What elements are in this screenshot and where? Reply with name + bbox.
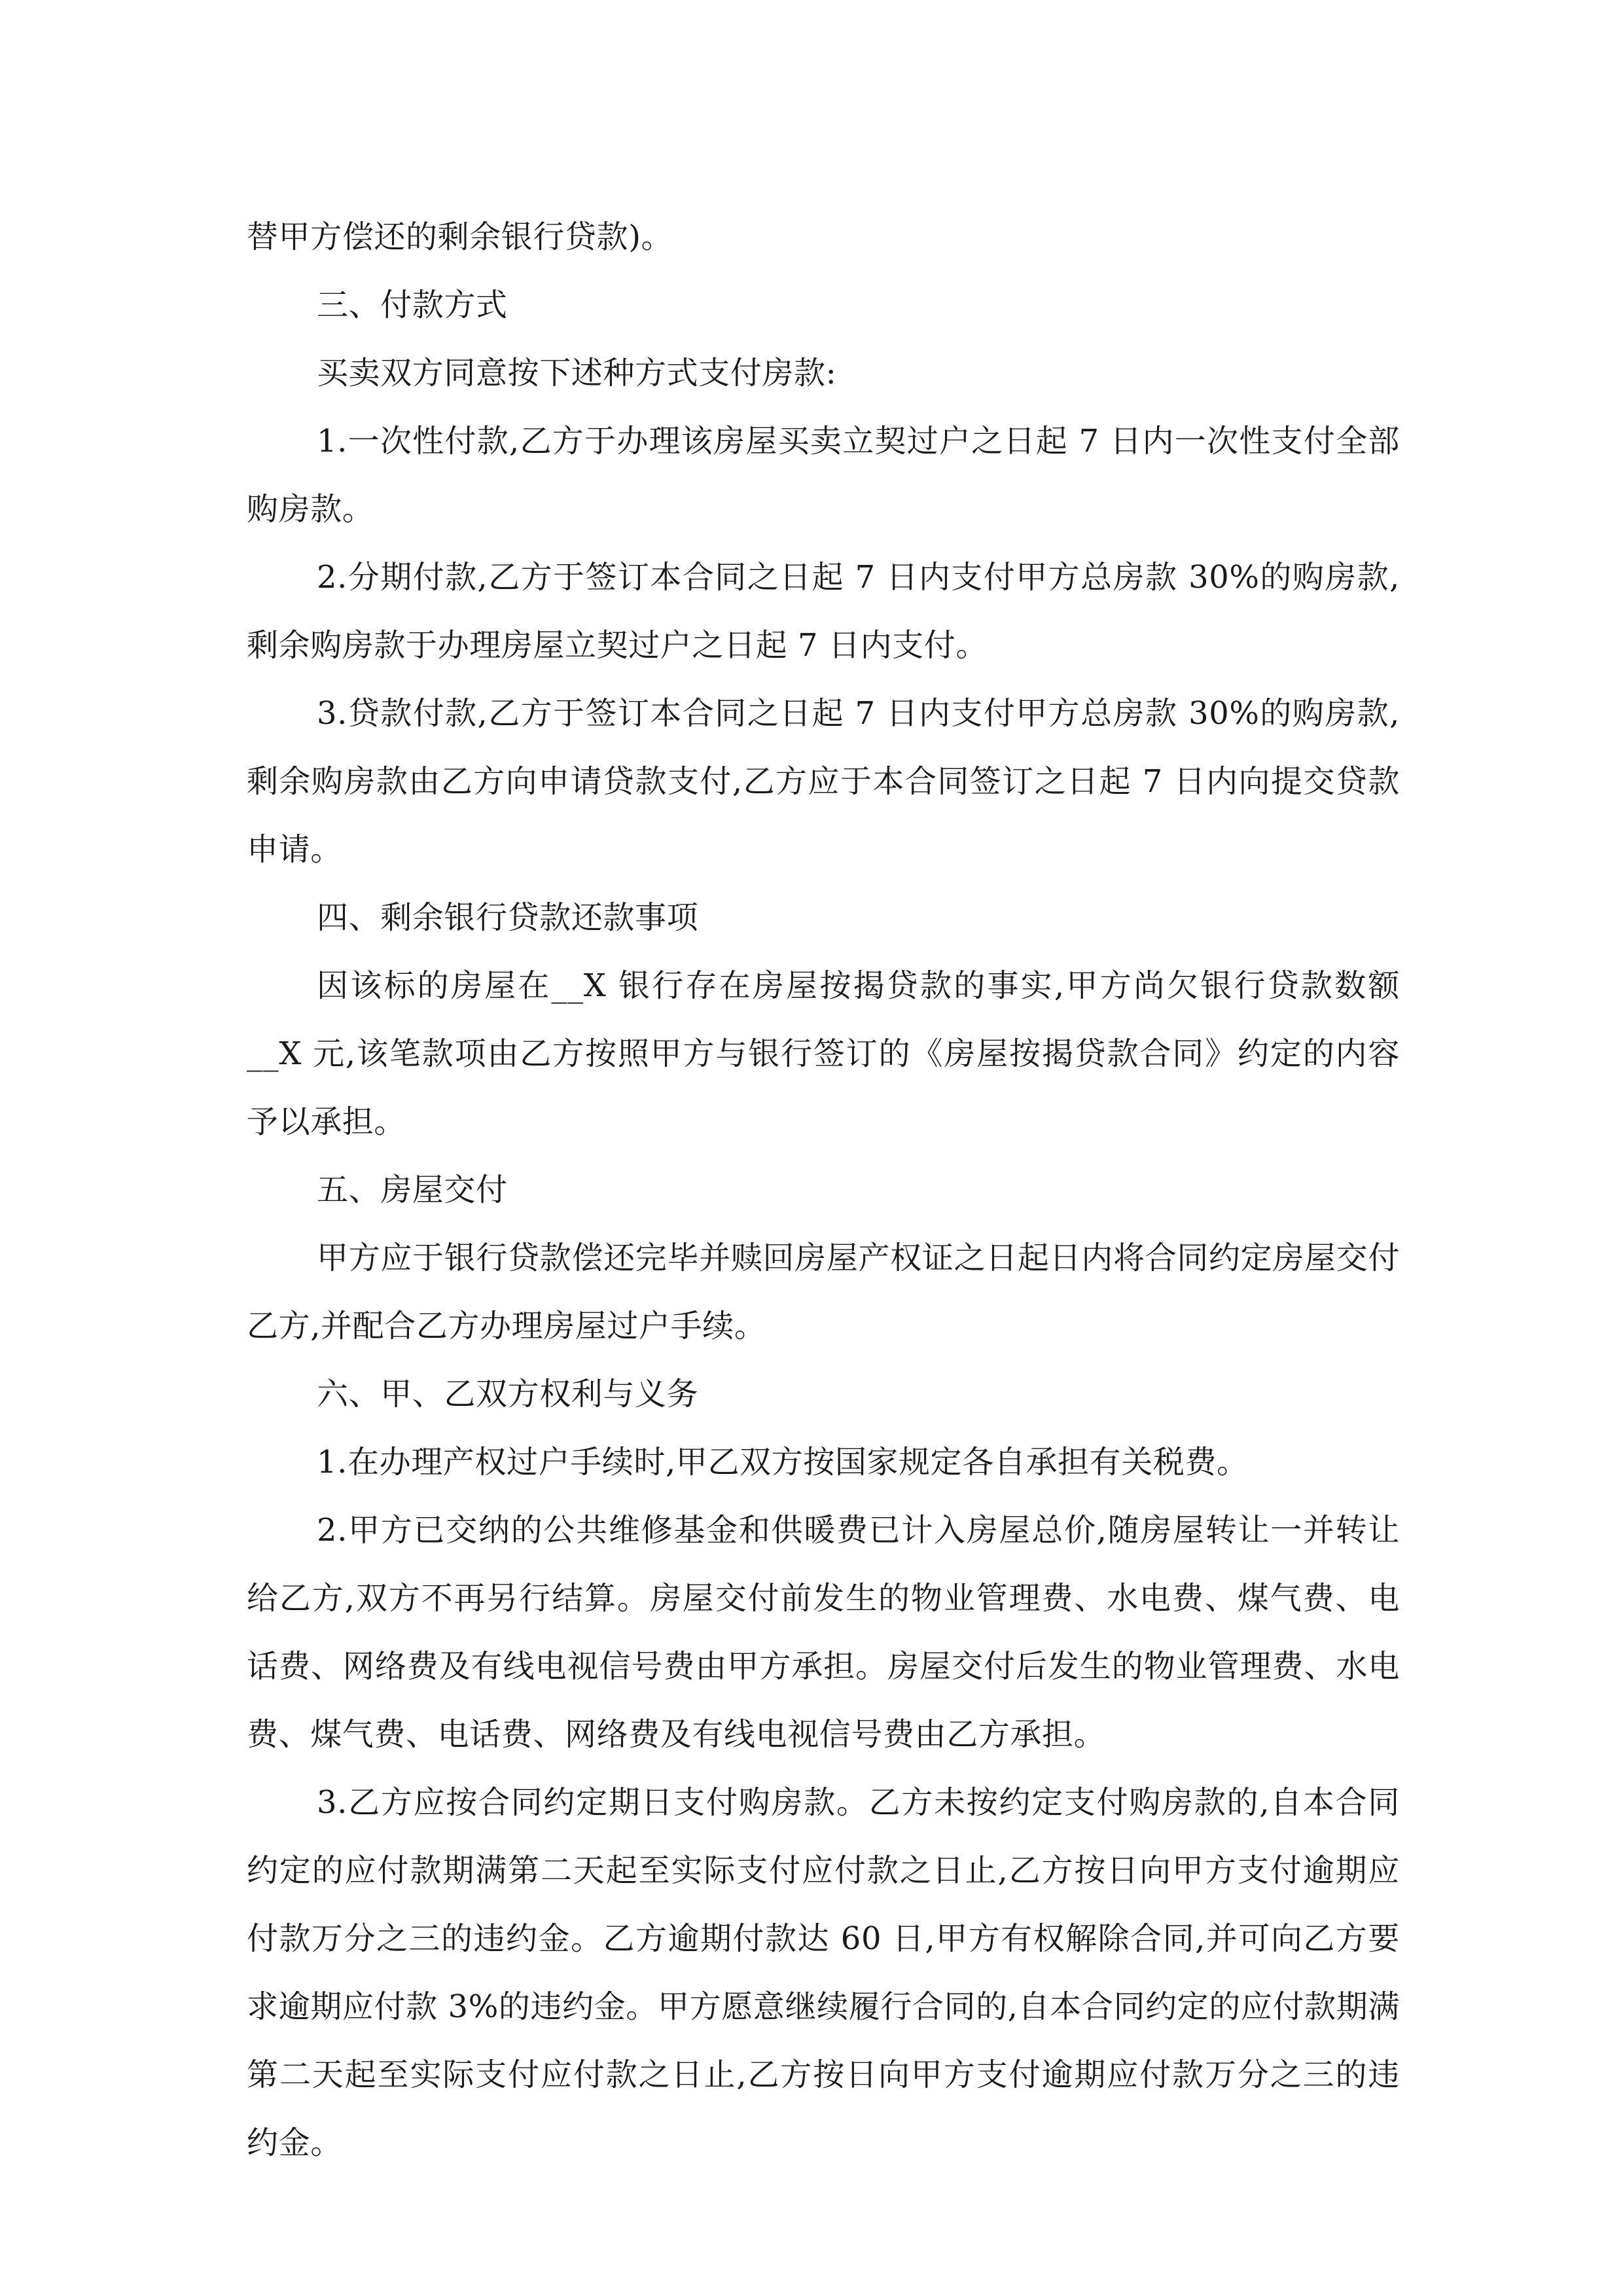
section-heading-payment-method: 三、付款方式: [317, 287, 508, 323]
paragraph-installment: 2.分期付款,乙方于签订本合同之日起 7 日内支付甲方总房款 30%的购房款,剩余购房款于办理房屋立契过户之日起 7 日内支付。: [247, 559, 1400, 664]
paragraph-lump-sum: 1.一次性付款,乙方于办理该房屋买卖立契过户之日起 7 日内一次性支付全部购房款。: [247, 423, 1400, 528]
paragraph-payment-intro: 买卖双方同意按下述种方式支付房款:: [317, 355, 837, 391]
section-heading-rights-obligations: 六、甲、乙双方权利与义务: [317, 1376, 699, 1412]
paragraph-delivery: 甲方应于银行贷款偿还完毕并赎回房屋产权证之日起日内将合同约定房屋交付乙方,并配合乙方办理房屋过户手续。: [247, 1240, 1400, 1344]
document-body: [247, 203, 1400, 2177]
paragraph-loan-payment: 3.贷款付款,乙方于签订本合同之日起 7 日内支付甲方总房款 30%的购房款,剩余购房款由乙方向申请贷款支付,乙方应于本合同签订之日起 7 日内向提交贷款申请。: [247, 695, 1400, 868]
section-heading-loan-repayment: 四、剩余银行贷款还款事项: [317, 899, 699, 936]
paragraph-fees: 2.甲方已交纳的公共维修基金和供暖费已计入房屋总价,随房屋转让一并转让给乙方,双方不再另行结算。房屋交付前发生的物业管理费、水电费、煤气费、电话费、网络费及有线电视信号费由甲方承担。房屋交付后发生的物业管理费、水电费、煤气费、电话费、网络费及有线电视信号费由乙方承担。: [247, 1512, 1400, 1753]
section-heading-delivery: 五、房屋交付: [317, 1172, 508, 1208]
paragraph-continuation: 替甲方偿还的剩余银行贷款)。: [247, 219, 673, 255]
paragraph-late-payment: 3.乙方应按合同约定期日支付购房款。乙方未按约定支付购房款的,自本合同约定的应付款期满第二天起至实际支付应付款之日止,乙方按日向甲方支付逾期应付款万分之三的违约金。乙方逾期付款达 60 日,甲方有权解除合同,并可向乙方要求逾期应付款 3%的违约金。甲方愿意继续履行合同的,自本合同约定的应付款期满第二天起至实际支付应付款之日止,乙方按日向甲方支付逾期应付款万分之三的违约金。: [247, 1784, 1400, 2161]
paragraph-taxes: 1.在办理产权过户手续时,甲乙双方按国家规定各自承担有关税费。: [317, 1444, 1249, 1480]
paragraph-loan-repayment: 因该标的房屋在__X 银行存在房屋按揭贷款的事实,甲方尚欠银行贷款数额__X 元,该笔款项由乙方按照甲方与银行签订的《房屋按揭贷款合同》约定的内容予以承担。: [247, 967, 1400, 1140]
